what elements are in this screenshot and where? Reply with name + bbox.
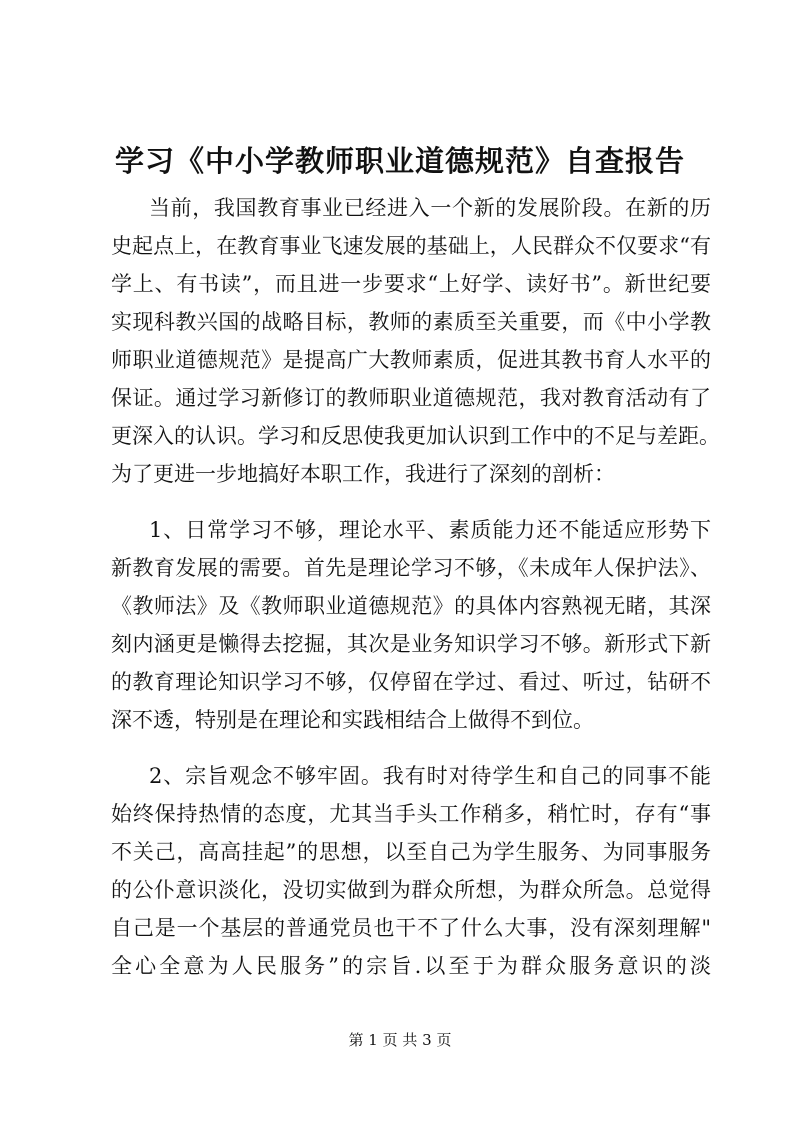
paragraph-line: 全心全意为人民服务”的宗旨.以至于为群众服务意识的淡: [111, 954, 711, 978]
paragraph-line: 2、宗旨观念不够牢固。我有时对待学生和自己的同事不能: [149, 764, 711, 788]
paragraph-line: 深不透，特别是在理论和实践相结合上做得不到位。: [111, 708, 594, 732]
paragraph-line: 的公仆意识淡化，没切实做到为群众所想，为群众所急。总觉得: [111, 878, 711, 902]
paragraph-line: 更深入的认识。学习和反思使我更加认识到工作中的不足与差距。: [111, 424, 720, 448]
document-title: 学习《中小学教师职业道德规范》自查报告: [114, 144, 685, 178]
paragraph-line: 师职业道德规范》是提高广大教师素质，促进其教书育人水平的: [111, 348, 711, 372]
paragraph-line: 当前，我国教育事业已经进入一个新的发展阶段。在新的历: [149, 196, 711, 220]
paragraph-line: 的教育理论知识学习不够，仅停留在学过、看过、听过，钻研不: [111, 670, 711, 694]
paragraph-line: 1、日常学习不够，理论水平、素质能力还不能适应形势下: [149, 518, 711, 542]
paragraph-line: 保证。通过学习新修订的教师职业道德规范，我对教育活动有了: [111, 386, 711, 410]
paragraph-line: 实现科教兴国的战略目标，教师的素质至关重要，而《中小学教: [111, 310, 711, 334]
page-number-footer: 第 1 页 共 3 页: [348, 1031, 452, 1049]
paragraph-line: 刻内涵更是懒得去挖掘，其次是业务知识学习不够。新形式下新: [111, 632, 711, 656]
paragraph-line: 始终保持热情的态度，尤其当手头工作稍多，稍忙时，存有“事: [111, 802, 711, 826]
paragraph-line: 学上、有书读”，而且进一步要求“上好学、读好书”。新世纪要: [111, 272, 711, 296]
paragraph-line: 自己是一个基层的普通党员也干不了什么大事，没有深刻理解": [111, 916, 711, 940]
paragraph-line: 为了更进一步地搞好本职工作，我进行了深刻的剖析：: [111, 462, 615, 486]
paragraph-line: 不关己，高高挂起”的思想，以至自己为学生服务、为同事服务: [111, 840, 711, 864]
paragraph-line: 史起点上，在教育事业飞速发展的基础上，人民群众不仅要求“有: [111, 234, 711, 258]
paragraph-line: 新教育发展的需要。首先是理论学习不够，《未成年人保护法》、: [111, 556, 711, 580]
paragraph-line: 《教师法》及《教师职业道德规范》的具体内容熟视无睹，其深: [111, 594, 711, 618]
